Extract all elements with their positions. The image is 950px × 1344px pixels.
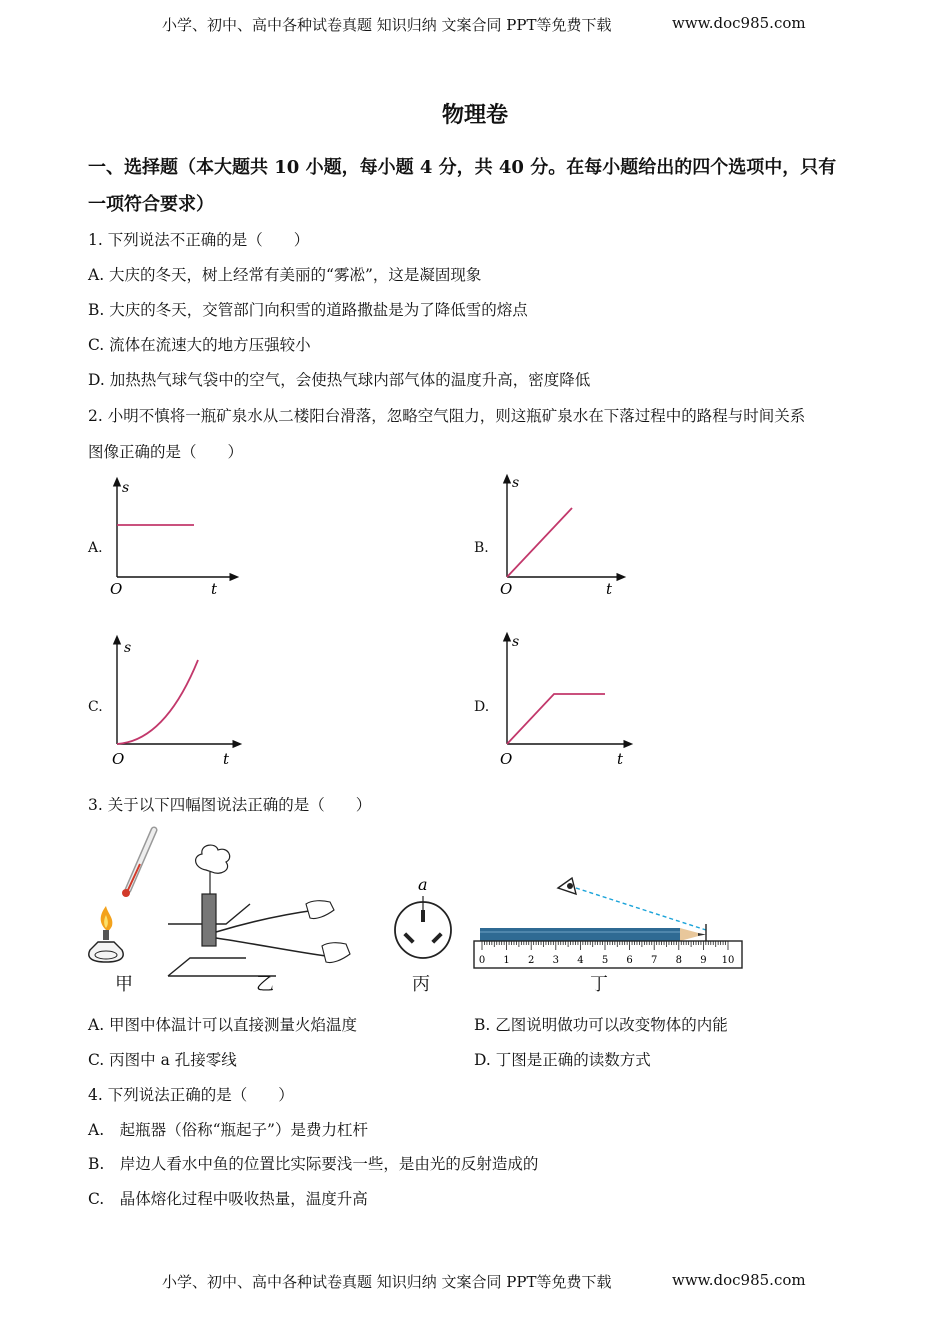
origin-label: O	[500, 750, 513, 768]
header-url[interactable]: www.doc985.com	[672, 14, 806, 32]
ruler-tick-label: 9	[700, 955, 707, 966]
ruler-tick-label: 0	[478, 955, 486, 966]
q2-graph-b	[490, 472, 630, 600]
q1-option-a: A. 大庆的冬天，树上经常有美丽的“雾凇”，这是凝固现象	[88, 266, 482, 284]
q3-option-b: B. 乙图说明做功可以改变物体的内能	[474, 1016, 728, 1034]
q3-option-c: C. 丙图中 a 孔接零线	[88, 1051, 237, 1069]
header-text: 小学、初中、高中各种试卷真题 知识归纳 文案合同 PPT等免费下载	[162, 16, 612, 34]
origin-label: O	[112, 750, 125, 768]
q1-option-b: B. 大庆的冬天，交管部门向积雪的道路撒盐是为了降低雪的熔点	[88, 301, 528, 319]
x-axis-label: t	[617, 750, 624, 768]
y-axis-label: s	[124, 640, 132, 656]
ruler-tick-label: 8	[675, 955, 682, 966]
smoke-icon	[196, 845, 230, 873]
origin-label: O	[500, 580, 513, 598]
q2-label-d: D.	[474, 699, 490, 715]
ruler-tick-label: 1	[503, 955, 510, 966]
eye-icon	[558, 878, 576, 894]
q3-figure-yi	[166, 840, 366, 980]
ruler-tick-label: 3	[552, 955, 559, 966]
hand-icon-bottom	[322, 943, 350, 963]
pencil-body	[480, 928, 680, 941]
q3-figure-jia	[82, 822, 172, 967]
footer-text: 小学、初中、高中各种试卷真题 知识归纳 文案合同 PPT等免费下载	[162, 1273, 612, 1291]
q2-label-b: B.	[474, 540, 489, 556]
y-axis-label: s	[122, 480, 130, 496]
footer-url[interactable]: www.doc985.com	[672, 1271, 806, 1289]
section-heading-line2: 一项符合要求）	[88, 194, 214, 215]
ruler-tick-label: 2	[528, 955, 535, 966]
socket-hole-label: a	[418, 875, 428, 894]
q4-stem: 4. 下列说法正确的是（ ）	[88, 1086, 294, 1104]
hand-icon-top	[306, 901, 334, 919]
section-heading-line1: 一、选择题（本大题共 10 小题，每小题 4 分，共 40 分。在每小题给出的四个选项中，只有	[88, 157, 837, 178]
q2-graph-d	[490, 630, 635, 768]
q3-option-d: D. 丁图是正确的读数方式	[474, 1051, 651, 1069]
page-title: 物理卷	[441, 102, 508, 128]
graph-line	[507, 508, 572, 577]
q3-figure-bing	[390, 872, 460, 964]
q2-stem-line1: 2. 小明不慎将一瓶矿泉水从二楼阳台滑落，忽略空气阻力，则这瓶矿泉水在下落过程中的路程与时间关系	[88, 407, 806, 425]
q3-option-a: A. 甲图中体温计可以直接测量火焰温度	[88, 1016, 358, 1034]
q2-graph-c	[100, 633, 245, 768]
q3-label-yi: 乙	[256, 974, 274, 995]
y-axis-label: s	[512, 475, 520, 491]
ruler-tick-label: 10	[721, 955, 735, 966]
base-plate	[168, 904, 276, 976]
q2-graph-a	[100, 475, 240, 600]
y-axis-label: s	[512, 634, 520, 650]
ruler-tick-label: 5	[601, 955, 609, 966]
q3-label-bing: 丙	[412, 974, 430, 995]
graph-curve	[117, 660, 198, 744]
q2-label-a: A.	[88, 540, 103, 556]
flame-icon	[101, 906, 113, 931]
ruler-tick-label: 7	[651, 955, 658, 966]
q2-stem-line2: 图像正确的是（ ）	[88, 443, 244, 461]
thermometer-icon	[122, 830, 154, 897]
ruler-tick-label: 4	[577, 955, 584, 966]
graph-line	[507, 694, 605, 744]
q3-label-ding: 丁	[590, 974, 608, 995]
origin-label: O	[110, 580, 123, 598]
q2-label-c: C.	[88, 699, 103, 715]
q4-option-a: A. 起瓶器（俗称“瓶起子”）是费力杠杆	[88, 1121, 368, 1139]
x-axis-label: t	[211, 580, 218, 598]
q3-label-jia: 甲	[115, 974, 133, 995]
rope-top	[216, 910, 316, 932]
q1-stem: 1. 下列说法不正确的是（ ）	[88, 231, 310, 249]
q4-option-c: C. 晶体熔化过程中吸收热量，温度升高	[88, 1190, 368, 1208]
q1-option-d: D. 加热热气球气袋中的空气，会使热气球内部气体的温度升高，密度降低	[88, 371, 591, 389]
alcohol-lamp-icon	[89, 930, 123, 962]
rope-bottom	[216, 938, 326, 956]
ruler-tick-label: 6	[626, 955, 633, 966]
q3-figure-ding	[472, 870, 744, 970]
q3-stem: 3. 关于以下四幅图说法正确的是（ ）	[88, 796, 372, 814]
metal-tube	[202, 894, 216, 946]
line-of-sight	[576, 888, 706, 930]
x-axis-label: t	[223, 750, 230, 768]
q4-option-b: B. 岸边人看水中鱼的位置比实际要浅一些，是由光的反射造成的	[88, 1155, 539, 1173]
q1-option-c: C. 流体在流速大的地方压强较小	[88, 336, 311, 354]
x-axis-label: t	[606, 580, 613, 598]
